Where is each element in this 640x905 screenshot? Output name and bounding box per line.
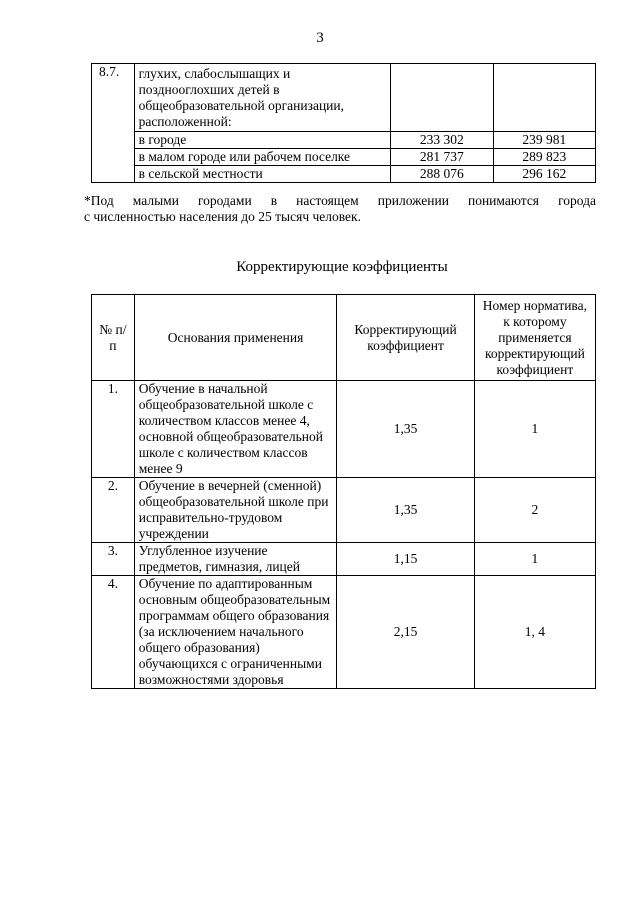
coefficients-table xyxy=(91,294,596,689)
header-coef: Корректирующий коэффициент xyxy=(337,295,474,381)
header-num: № п/п xyxy=(92,295,135,381)
row-num: 1. xyxy=(92,381,135,478)
row-coef: 1,15 xyxy=(337,543,474,576)
funding-table xyxy=(91,63,596,183)
row-coef: 1,35 xyxy=(337,478,474,543)
row-value: 281 737 xyxy=(391,149,493,166)
footnote-line: *Под малыми городами в настоящем приложении понимаются города xyxy=(84,193,596,208)
row-basis: Обучение по адаптированным основным общеобразовательным программам общего образования (за исключением начального общего образования) обучающихся с ограниченными возможностями здоровья xyxy=(134,576,337,689)
row-norm: 2 xyxy=(474,478,595,543)
footnote xyxy=(84,193,596,225)
section-title: Корректирующие коэффициенты xyxy=(236,259,448,275)
table-cell xyxy=(391,64,493,132)
row-basis: Углубленное изучение предметов, гимназия, лицей xyxy=(134,543,337,576)
table-row xyxy=(92,64,596,132)
row-value: 288 076 xyxy=(391,166,493,183)
row-label: в сельской местности xyxy=(134,166,391,183)
row-basis: Обучение в вечерней (сменной) общеобразовательной школе при исправительно-трудовом учреждении xyxy=(134,478,337,543)
table-row xyxy=(92,166,596,183)
row-basis: Обучение в начальной общеобразовательной школе с количеством классов менее 4, основной общеобразовательной школе с количеством классов менее 9 xyxy=(134,381,337,478)
row-coef: 1,35 xyxy=(337,381,474,478)
page-number: 3 xyxy=(316,30,324,46)
row-coef: 2,15 xyxy=(337,576,474,689)
header-basis: Основания применения xyxy=(134,295,337,381)
row-value: 233 302 xyxy=(391,132,493,149)
item-text: глухих, слабослышащих и позднооглохших детей в общеобразовательной организации, расположенной: xyxy=(134,64,391,132)
row-value: 289 823 xyxy=(493,149,595,166)
table-cell xyxy=(493,64,595,132)
footnote-line: с численностью населения до 25 тысяч человек. xyxy=(84,209,361,224)
row-value: 239 981 xyxy=(493,132,595,149)
table-header-row xyxy=(92,295,596,381)
header-norm: Номер норматива, к которому применяется корректирующий коэффициент xyxy=(474,295,595,381)
row-num: 3. xyxy=(92,543,135,576)
row-num: 4. xyxy=(92,576,135,689)
row-num: 2. xyxy=(92,478,135,543)
row-label: в городе xyxy=(134,132,391,149)
table-row xyxy=(92,149,596,166)
table-row xyxy=(92,478,596,543)
table-row xyxy=(92,132,596,149)
row-value: 296 162 xyxy=(493,166,595,183)
row-norm: 1 xyxy=(474,543,595,576)
row-label: в малом городе или рабочем поселке xyxy=(134,149,391,166)
table-row xyxy=(92,381,596,478)
table-row xyxy=(92,543,596,576)
table-row xyxy=(92,576,596,689)
item-number: 8.7. xyxy=(92,64,135,183)
row-norm: 1 xyxy=(474,381,595,478)
row-norm: 1, 4 xyxy=(474,576,595,689)
